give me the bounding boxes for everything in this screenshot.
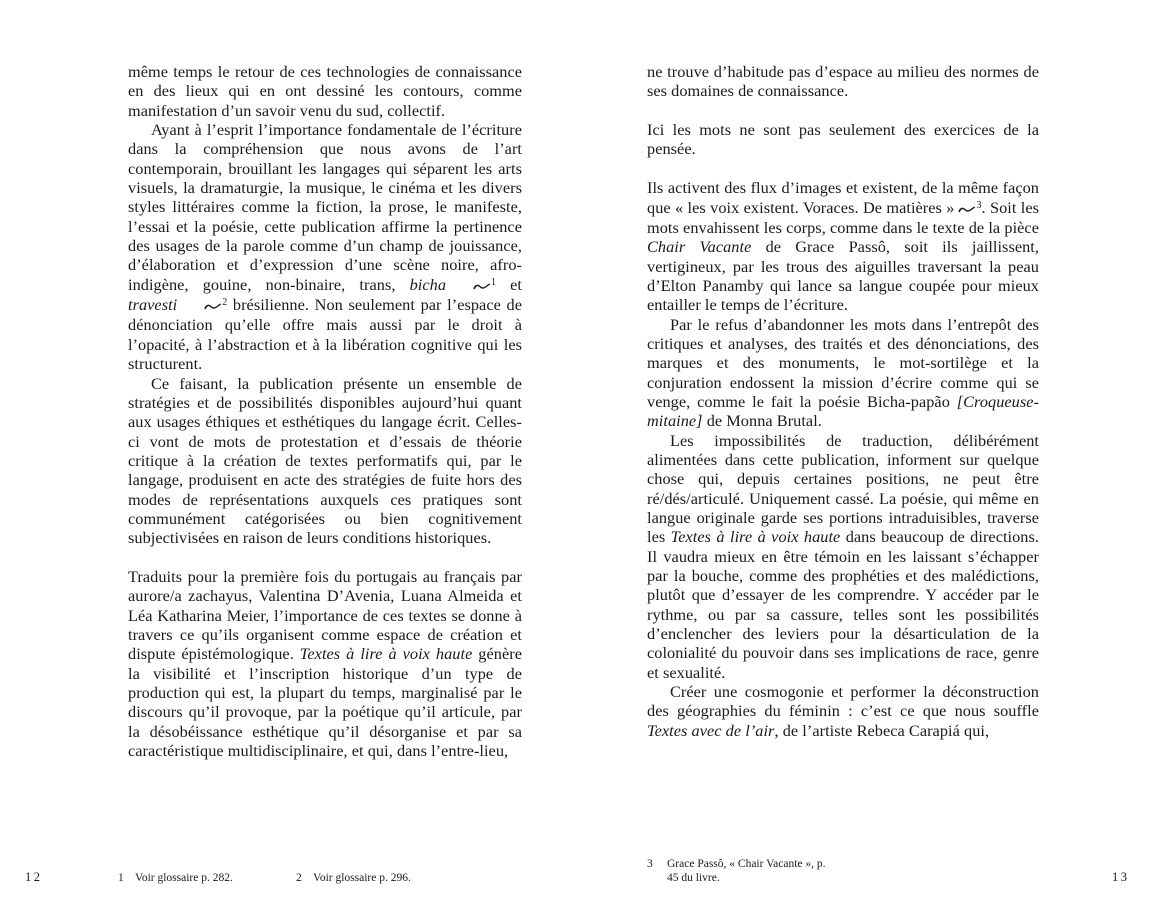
- text-run: Ils activent des flux d’images et existent, de la même façon que « les voix existent. Voraces. De matières »: [647, 178, 1039, 217]
- text-run: de Monna Brutal.: [702, 411, 822, 431]
- text-run: Par le refus d’abandonner les mots dans l’entrepôt des critiques et analyses, des traités et des dénonciations, des marques et des monuments, le mot-sortilège et la conjuration endossent la mission d’écrire comme qui se venge, comme le fait la poésie Bicha-papão: [647, 314, 1039, 411]
- italic-text-run: Textes avec de l’air: [647, 720, 775, 740]
- italic-text-run: [Croqueuse-mitaine]: [647, 391, 1039, 431]
- footnote-text: Voir glossaire p. 296.: [313, 872, 411, 884]
- text-run: même temps le retour de ces technologies de connaissance en des lieux qui en ont dessiné les contours, comme manifestation d’un savoir venu du sud, collectif.: [128, 62, 522, 120]
- paragraph: [647, 178, 1039, 314]
- footnote: [647, 857, 837, 885]
- italic-text-run: Textes à lire à voix haute: [670, 527, 841, 547]
- paragraph: [647, 62, 1039, 101]
- footnote-text: Voir glossaire p. 282.: [135, 872, 233, 884]
- page-number-right: 13: [1112, 870, 1130, 884]
- italic-text-run: Chair Vacante: [647, 237, 752, 257]
- text-run: Créer une cosmogonie et performer la déconstruction des géographies du féminin : c’est ce que nous souffle: [647, 682, 1039, 721]
- glossary-swash-icon: [450, 276, 490, 295]
- text-run: Les impossibilités de traduction, délibérément alimentées dans cette publication, informent sur quelque chose qui, depuis certaines positions, ne peut être ré/dés/articulé. Uniquement cassé. La poésie, qui même en langue originale garde ses portions intraduisibles, traverse les: [647, 430, 1039, 547]
- footnote-reference: 2: [222, 297, 228, 309]
- footnote: [296, 871, 411, 885]
- text-run: de Grace Passô, soit ils jaillissent, vertigineux, par les trous des aiguilles traversant la peau d’Elton Panamby qui lance sa langue coupée pour mieux entailler le temps de l’écriture.: [647, 237, 1039, 315]
- paragraph: [647, 431, 1039, 682]
- text-run: , de l’artiste Rebeca Carapiá qui,: [774, 720, 990, 740]
- italic-text-run: bicha: [409, 274, 447, 294]
- footnote-reference: 1: [491, 276, 497, 288]
- text-run: génère la visibilité et l’inscription historique d’un type de production qui est, la plupart du temps, marginalisé par le discours qu’il provoque, par la poétique qu’il articule, par la désobéissance esthétique qu’il désorganise et par sa caractéristique multidisciplinaire, et qui, dans l’entre-lieu,: [128, 644, 522, 761]
- text-run: et: [496, 274, 522, 294]
- footnote-text: Grace Passô, « Chair Vacante », p. 45 du livre.: [667, 858, 826, 884]
- right-page-text-column: [647, 62, 1039, 740]
- text-run: Ayant à l’esprit l’importance fondamentale de l’écriture dans la compréhension que nous avons de l’art contemporain, brouillant les langages qui séparent les arts visuels, la dramaturgie, la musique, le cinéma et les divers styles littéraires comme la fiction, la prose, le manifeste, l’essai et la poésie, cette publication affirme la pertinence des usages de la parole comme d’un champ de jouissance, d’élaboration et d’expression d’une scène noire, afro-indigène, gouine, non-binaire, trans,: [128, 120, 522, 294]
- paragraph: [647, 120, 1039, 159]
- text-run: brésilienne. Non seulement par l’espace de dénonciation qu’elle offre mais aussi par le droit à l’opacité, à l’abstraction et à la libération cognitive qui les structurent.: [128, 295, 522, 374]
- paragraph: [128, 62, 522, 120]
- text-run: . Soit les mots envahissent les corps, comme dans le texte de la pièce: [647, 197, 1039, 237]
- text-run: ne trouve d’habitude pas d’espace au milieu des normes de ses domaines de connaissance.: [647, 62, 1039, 101]
- italic-text-run: Textes à lire à voix haute: [299, 644, 473, 664]
- paragraph: [128, 567, 522, 760]
- footnote: [118, 871, 233, 885]
- paragraph: [647, 682, 1039, 740]
- paragraph: [128, 374, 522, 548]
- text-run: Traduits pour la première fois du portugais au français par aurore/a zachayus, Valentina D’Avenia, Luana Almeida et Léa Katharina Meier, l’importance de ces textes se donne à travers ce qu’ils organisent comme espace de création et dispute épistémologique.: [128, 566, 522, 664]
- paragraph: [128, 120, 522, 373]
- text-run: Ce faisant, la publication présente un ensemble de stratégies et de possibilités disponibles aujourd’hui quant aux usages éthiques et esthétiques du langage écrit. Celles-ci vont de mots de protestation et d’essais de théorie critique à la création de textes performatifs qui, par le langage, produisent en acte des stratégies de fuite hors des modes de représentations auxquels ces pratiques sont communément catégorisées ou bien cognitivement subjectivisées en raison de leurs conditions historiques.: [128, 373, 522, 548]
- paragraph: [647, 315, 1039, 431]
- text-run: dans beaucoup de directions. Il vaudra mieux en être témoin en les laissant s’échapper par la bouche, comme des prophéties et des malédictions, plutôt que d’essayer de les comprendre. Y accéder par le rythme, ou par sa cassure, telles sont les possibilités d’enclencher des leviers pour la désarticulation de la colonialité du pouvoir dans ses implications de race, genre et sexualité.: [647, 527, 1040, 682]
- italic-text-run: travesti: [128, 295, 178, 315]
- text-run: Ici les mots ne sont pas seulement des exercices de la pensée.: [647, 120, 1039, 159]
- page-number-left: 12: [25, 870, 43, 884]
- footnote-number: 1: [118, 872, 124, 884]
- footnote-number: 2: [296, 872, 302, 884]
- glossary-swash-icon: [958, 199, 975, 218]
- left-page-text-column: [128, 62, 522, 760]
- glossary-swash-icon: [181, 296, 221, 315]
- footnote-number: 3: [647, 858, 653, 870]
- footnote-reference: 3: [976, 199, 982, 211]
